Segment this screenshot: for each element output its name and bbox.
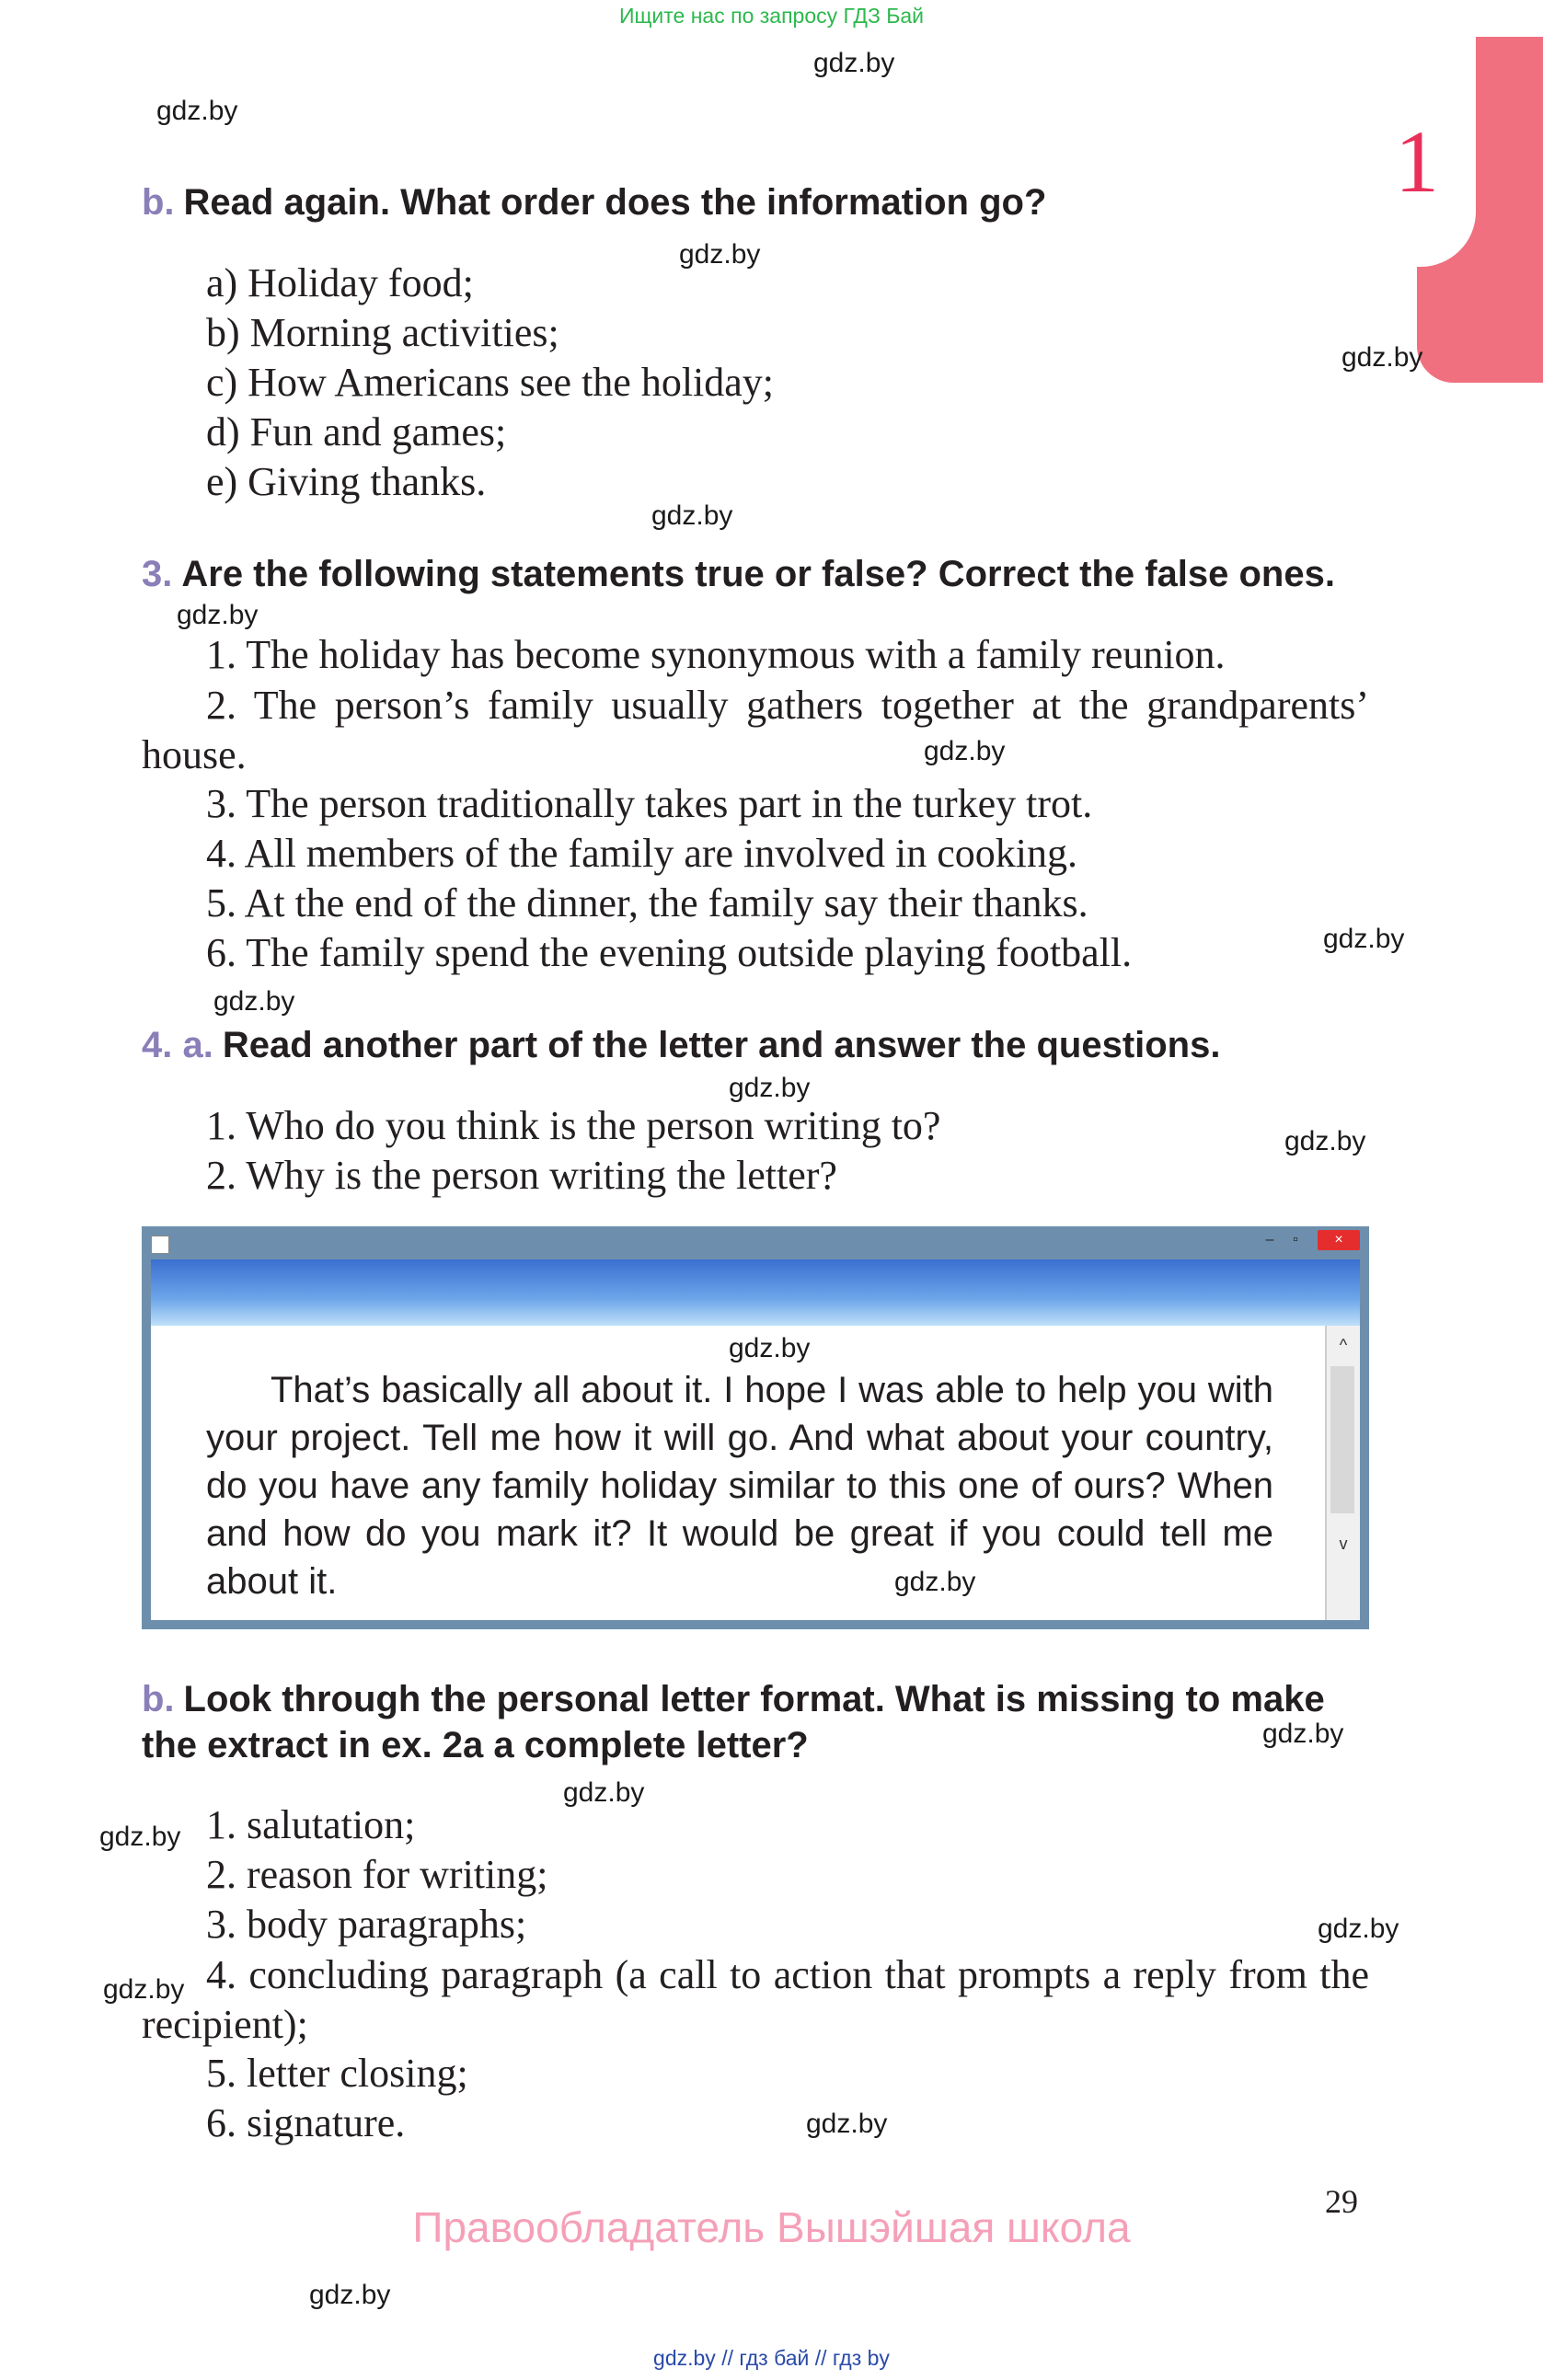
close-button[interactable]: × [1318, 1230, 1360, 1250]
ex3-heading [142, 554, 1335, 595]
format-item-6: 6. signature. [206, 2100, 406, 2145]
watermark: gdz.by [1284, 1126, 1366, 1156]
watermark: gdz.by [679, 239, 761, 270]
watermark: gdz.by [651, 500, 733, 531]
watermark: gdz.by [213, 986, 295, 1017]
letter-window [142, 1226, 1369, 1629]
watermark: gdz.by [177, 600, 259, 630]
statement-4: 4. All members of the family are involved in cooking. [206, 831, 1078, 876]
ex4b-heading-text: Look through the personal letter format. What is missing to make the extract in ex. 2a a complete letter? [142, 1679, 1325, 1765]
watermark: gdz.by [813, 48, 895, 78]
unit-number: 1 [1395, 112, 1439, 211]
order-item: a) Holiday food; [206, 260, 474, 305]
format-item-4-text: 4. concluding paragraph (a call to action that prompts a reply from the recipient); [142, 1952, 1369, 2047]
statement-6: 6. The family spend the evening outside playing football. [206, 930, 1133, 975]
copyright-owner: Правообладатель Вышэйшая школа [412, 2203, 1131, 2251]
window-content [151, 1326, 1360, 1620]
section-b-heading [142, 182, 1046, 224]
maximize-button[interactable]: ▫ [1293, 1232, 1298, 1247]
watermark: gdz.by [894, 1567, 976, 1597]
window-titlebar [142, 1226, 1369, 1259]
statement-2 [142, 681, 1369, 780]
ex3-marker: 3. [142, 554, 173, 594]
order-item: b) Morning activities; [206, 310, 559, 355]
format-item-4 [142, 1950, 1369, 2050]
ex4b-marker: b. [142, 1679, 175, 1719]
format-item-1: 1. salutation; [206, 1802, 416, 1847]
ex3-heading-text: Are the following statements true or false? Correct the false ones. [181, 554, 1335, 594]
statement-5: 5. At the end of the dinner, the family say their thanks. [206, 880, 1088, 926]
order-item: c) How Americans see the holiday; [206, 360, 775, 405]
ex4b-heading [142, 1676, 1369, 1768]
watermark: gdz.by [156, 96, 238, 126]
window-header-bar [151, 1259, 1360, 1326]
watermark: gdz.by [924, 736, 1006, 766]
format-item-3: 3. body paragraphs; [206, 1902, 527, 1947]
ex4a-marker: 4. a. [142, 1025, 213, 1065]
ex4a-heading [142, 1025, 1220, 1066]
scroll-down-icon[interactable]: v [1339, 1535, 1348, 1553]
scrollbar-thumb[interactable] [1330, 1366, 1354, 1513]
watermark: gdz.by [729, 1333, 811, 1363]
statement-1: 1. The holiday has become synonymous with a family reunion. [206, 632, 1226, 677]
watermark: gdz.by [1318, 1914, 1399, 1944]
order-item: e) Giving thanks. [206, 459, 487, 504]
section-b-heading-text: Read again. What order does the information go? [183, 182, 1047, 223]
statement-3: 3. The person traditionally takes part in the turkey trot. [206, 781, 1093, 826]
order-item: d) Fun and games; [206, 409, 507, 454]
statement-2-text: 2. The person’s family usually gathers together at the grandparents’ house. [142, 683, 1369, 777]
watermark: gdz.by [99, 1822, 181, 1852]
watermark: gdz.by [103, 1974, 185, 2005]
section-b-marker: b. [142, 182, 175, 223]
ex4a-heading-text: Read another part of the letter and answer the questions. [222, 1025, 1221, 1065]
minimize-button[interactable]: – [1265, 1232, 1274, 1247]
question-2: 2. Why is the person writing the letter? [206, 1153, 837, 1198]
page-number: 29 [1325, 2183, 1358, 2220]
watermark: gdz.by [1323, 924, 1405, 954]
watermark: gdz.by [309, 2280, 391, 2310]
letter-text [206, 1366, 1273, 1605]
question-1: 1. Who do you think is the person writing to? [206, 1103, 941, 1148]
watermark: gdz.by [563, 1777, 645, 1808]
watermark: gdz.by [729, 1073, 811, 1103]
format-item-5: 5. letter closing; [206, 2051, 468, 2096]
letter-text-body: That’s basically all about it. I hope I was able to help you with your project. Tell me how it will go. And what about your country, do you have any family holiday similar to this one of ours? When and how do you mark it? It would be great if you could tell me about it. [206, 1370, 1273, 1602]
window-checkbox-icon [151, 1236, 169, 1254]
watermark: gdz.by [1341, 342, 1423, 373]
scroll-up-icon[interactable]: ^ [1339, 1336, 1348, 1354]
watermark: gdz.by [1262, 1719, 1344, 1749]
watermark: gdz.by [806, 2109, 888, 2139]
format-item-2: 2. reason for writing; [206, 1852, 548, 1897]
top-banner: Ищите нас по запросу ГДЗ Бай [618, 4, 925, 28]
footer-links[interactable]: gdz.by // гдз бай // гдз by [653, 2346, 890, 2370]
scrollbar[interactable] [1325, 1326, 1360, 1620]
